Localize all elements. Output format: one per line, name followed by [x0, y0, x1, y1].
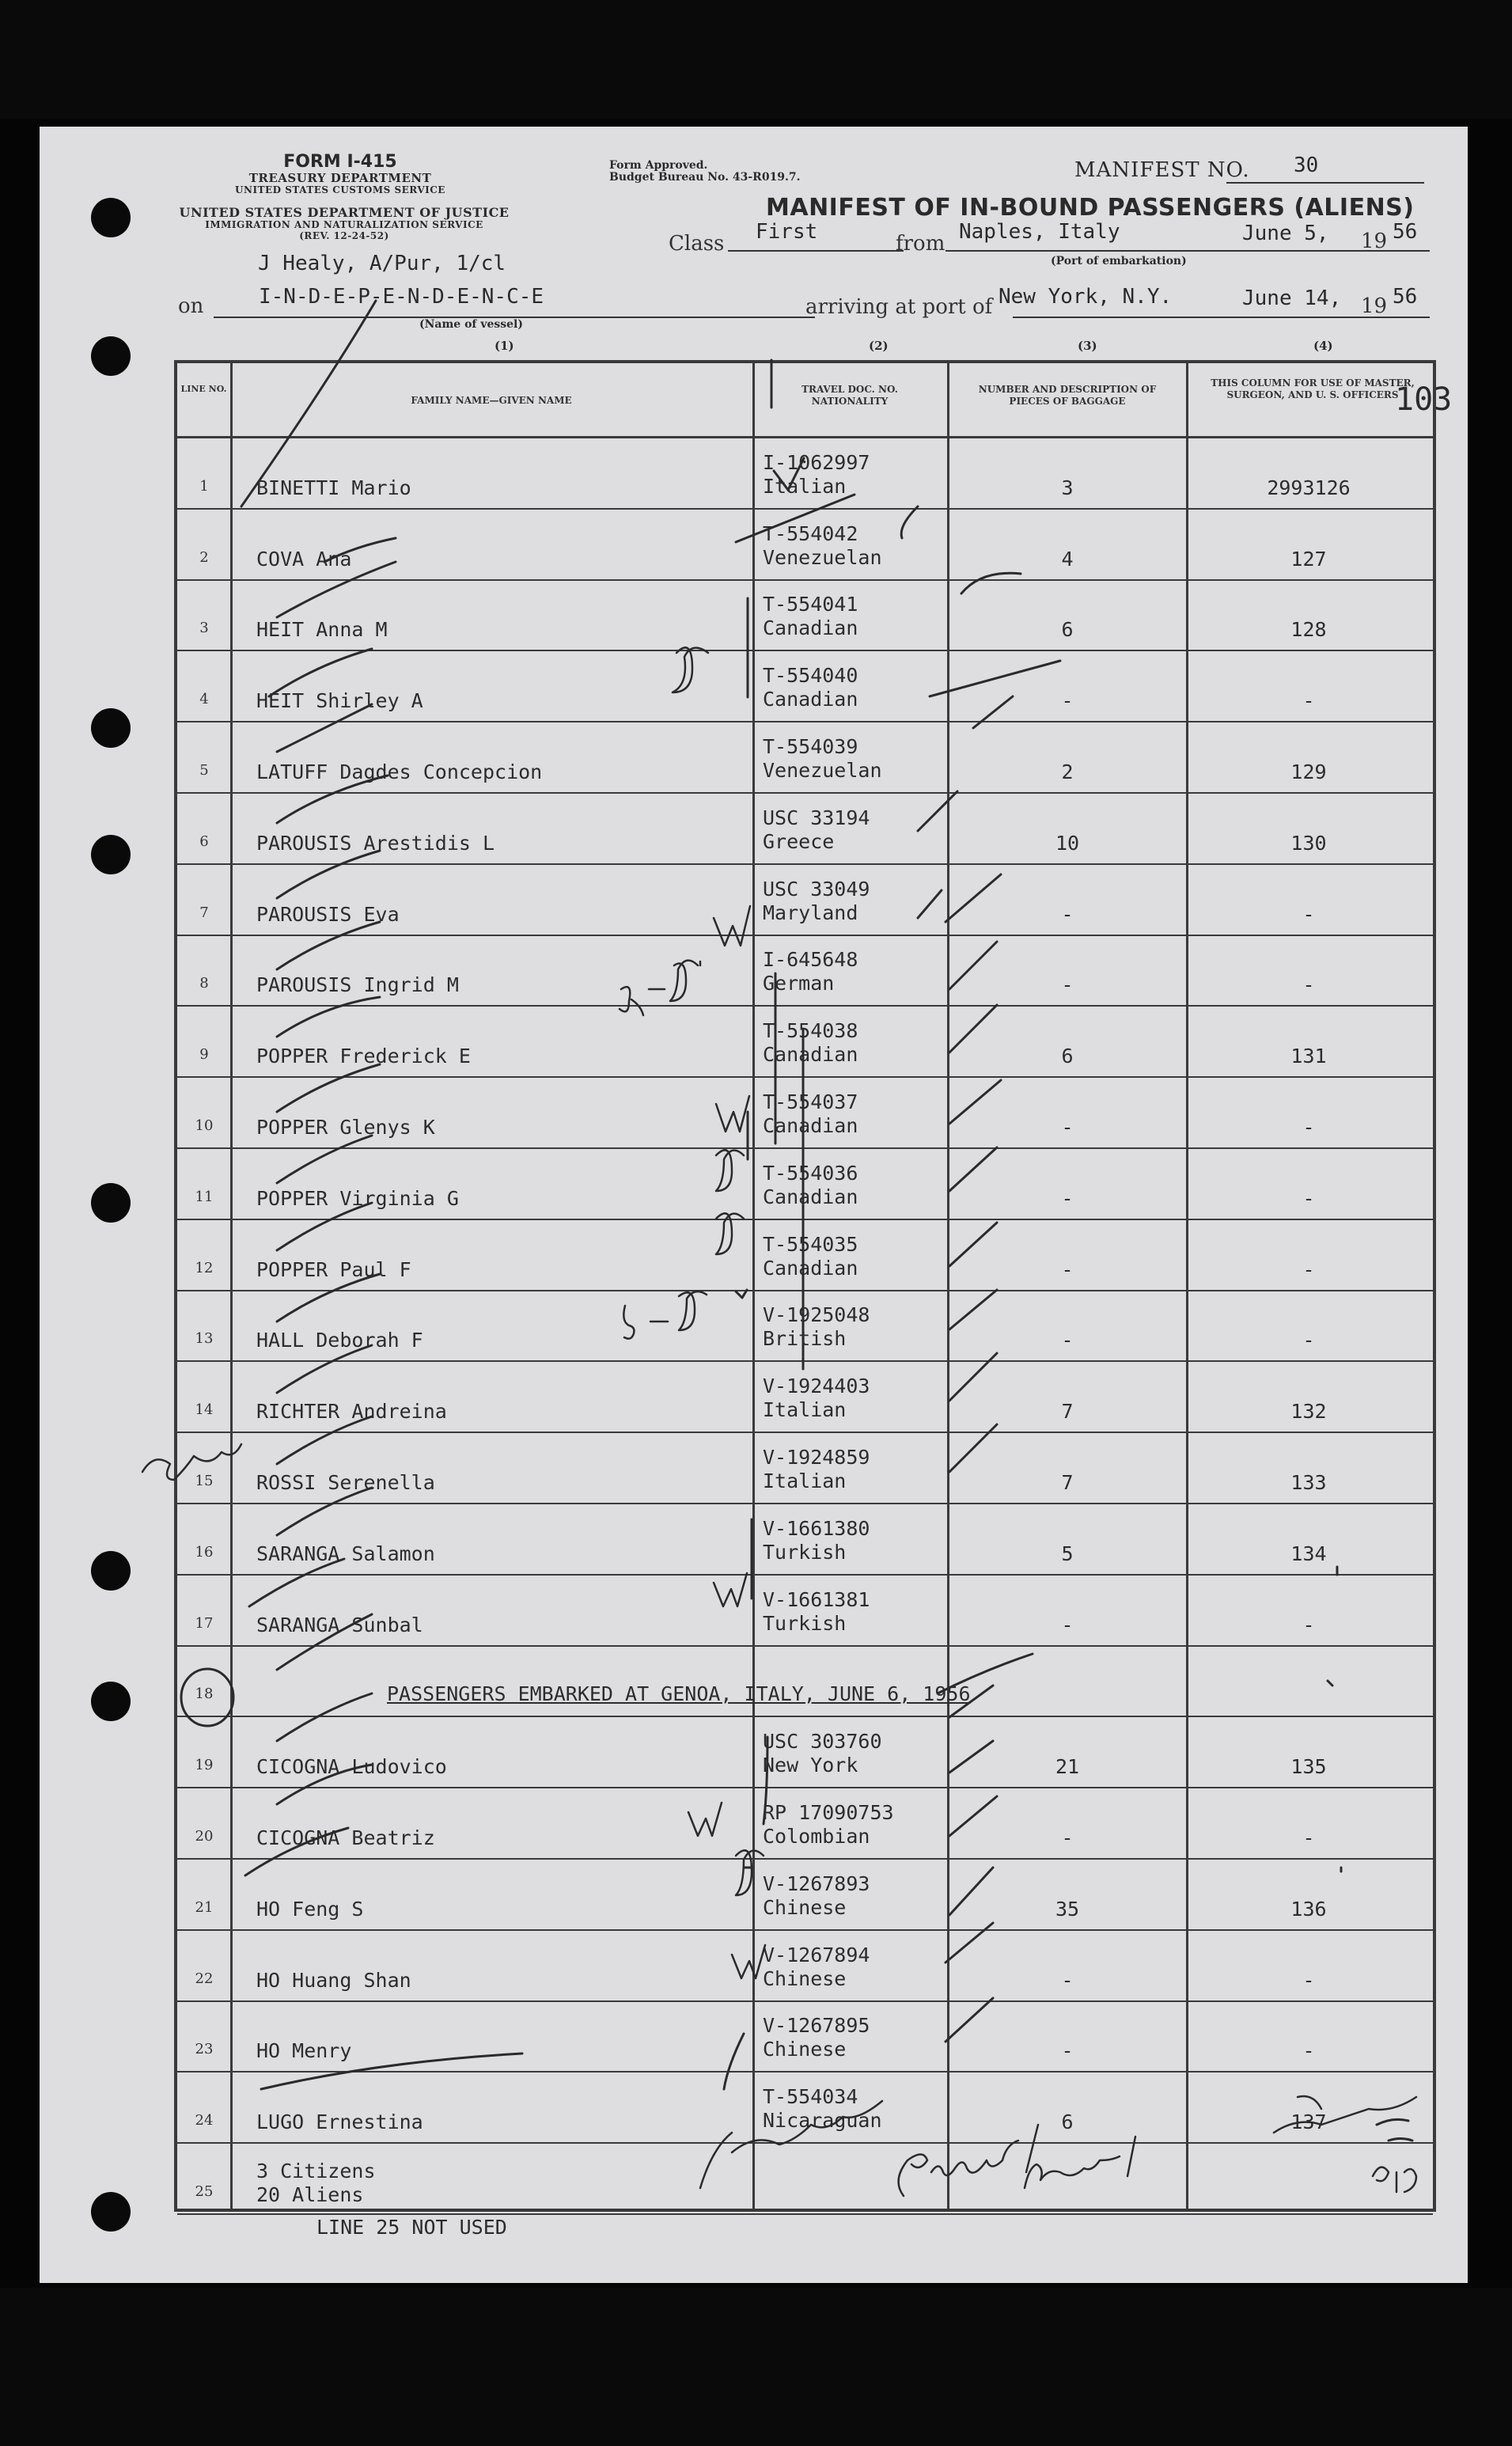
footer-note: LINE 25 NOT USED — [316, 2216, 507, 2239]
col-number: (2) — [869, 339, 889, 353]
handwritten-d — [716, 1150, 744, 1191]
handwritten-d — [673, 647, 708, 692]
line-number: 21 — [195, 1898, 214, 1916]
passenger-name: POPPER Virginia G — [256, 1186, 459, 1210]
passenger-name: HEIT Shirley A — [256, 689, 423, 713]
baggage-count: 10 — [1055, 831, 1080, 855]
port-embark-caption: (Port of embarkation) — [1051, 255, 1187, 267]
check-stroke — [949, 1868, 993, 1915]
on-label: on — [178, 294, 204, 318]
check-stroke — [949, 1005, 997, 1052]
line-number: 11 — [195, 1188, 214, 1205]
manifest-no-label: MANIFEST NO. — [1074, 158, 1250, 182]
nationality: Canadian — [763, 616, 858, 640]
scan-border-top — [0, 0, 1512, 119]
from-label: from — [896, 232, 945, 256]
passenger-name: HEIT Anna M — [256, 618, 388, 642]
travel-doc-no: V-1267894 — [763, 1943, 870, 1966]
nationality: Canadian — [763, 1113, 858, 1137]
travel-doc-no: USC 33194 — [763, 806, 870, 829]
form-number: FORM I-415 — [283, 152, 397, 172]
check-stroke — [949, 1686, 993, 1717]
officer-number: 133 — [1290, 1470, 1327, 1494]
nationality: Canadian — [763, 688, 858, 711]
officer-number: - — [1302, 1115, 1315, 1139]
col-header-baggage: NUMBER AND DESCRIPTION OF PIECES OF BAGGAGE — [978, 384, 1157, 407]
passenger-name: ROSSI Serenella — [256, 1470, 435, 1494]
travel-doc-no: V-1267895 — [763, 2014, 870, 2038]
officer-number: 128 — [1290, 618, 1327, 642]
line-number: 25 — [195, 2182, 214, 2200]
arrival-year: 56 — [1393, 285, 1418, 309]
travel-doc-no: V-1925048 — [763, 1303, 870, 1327]
line-number: 13 — [195, 1330, 214, 1348]
officer-number: 130 — [1290, 831, 1327, 855]
officer-number: - — [1302, 1329, 1315, 1352]
col-header-travel-doc: TRAVEL DOC. NO. NATIONALITY — [801, 384, 898, 407]
handwritten-w — [714, 906, 750, 946]
dept-line: TREASURY DEPARTMENT — [248, 171, 432, 185]
check-stroke — [736, 495, 855, 542]
handwritten-s — [623, 1306, 634, 1339]
col-number: (3) — [1078, 339, 1097, 353]
officer-number: - — [1302, 902, 1315, 926]
travel-doc-no: T-554041 — [763, 593, 858, 616]
line-number: 8 — [199, 975, 209, 992]
baggage-count: 5 — [1061, 1542, 1074, 1565]
officer-number: - — [1302, 2039, 1315, 2063]
baggage-count: - — [1061, 2039, 1074, 2063]
travel-doc-no: T-554036 — [763, 1161, 858, 1185]
vessel-name: I-N-D-E-P-E-N-D-E-N-C-E — [259, 285, 544, 309]
check-stroke — [241, 301, 376, 506]
baggage-count: 6 — [1061, 1045, 1074, 1068]
arriving-label: arriving at port of — [805, 295, 993, 319]
handwritten-marks — [40, 127, 1468, 2283]
baggage-count: - — [1061, 1613, 1074, 1636]
baggage-count: - — [1061, 1968, 1074, 1992]
nationality: Canadian — [763, 1185, 858, 1208]
justice-line: UNITED STATES DEPARTMENT OF JUSTICE — [179, 205, 510, 220]
nationality: Turkish — [763, 1611, 847, 1635]
from-value: Naples, Italy — [959, 220, 1120, 244]
handwritten-line-1 — [1025, 2137, 1135, 2188]
travel-doc-no: I-1062997 — [763, 450, 870, 474]
approval-line: Form Approved. — [609, 159, 708, 172]
handwritten-d — [679, 1291, 707, 1330]
check-stroke — [961, 573, 1021, 593]
nationality: British — [763, 1327, 847, 1351]
check-stroke — [949, 1741, 993, 1773]
check-stroke — [945, 1923, 993, 1962]
check-stroke — [949, 1223, 997, 1266]
nationality: Chinese — [763, 2038, 847, 2061]
col-header-name: FAMILY NAME—GIVEN NAME — [411, 395, 572, 406]
handwritten-w — [714, 1573, 747, 1606]
officer-number: - — [1302, 1257, 1315, 1281]
travel-doc-no: V-1267893 — [763, 1871, 870, 1895]
travel-doc-no: T-554038 — [763, 1019, 858, 1043]
check-stroke — [918, 791, 957, 831]
line-number: 2 — [199, 548, 209, 566]
nationality: German — [763, 972, 835, 995]
travel-doc-no: V-1661381 — [763, 1587, 870, 1611]
officer-number: - — [1302, 1826, 1315, 1849]
nationality: Canadian — [763, 1256, 858, 1280]
col-header-line: LINE NO. — [180, 384, 227, 394]
nationality: Venezuelan — [763, 758, 882, 782]
check-stroke — [945, 874, 1001, 922]
justice-line: (REV. 12-24-52) — [299, 230, 389, 242]
passenger-name: CICOGNA Ludovico — [256, 1755, 447, 1779]
officer-number: 134 — [1290, 1542, 1327, 1565]
nationality: Italian — [763, 1398, 847, 1422]
passenger-name: POPPER Glenys K — [256, 1115, 435, 1139]
vessel-caption: (Name of vessel) — [419, 318, 523, 331]
officer-number: 2993126 — [1267, 476, 1351, 499]
travel-doc-no: T-554034 — [763, 2085, 858, 2109]
handwritten-w — [732, 1945, 765, 1978]
handwritten-w — [688, 1803, 722, 1836]
col-number: (1) — [495, 339, 514, 353]
passenger-name: LATUFF Dagdes Concepcion — [256, 760, 543, 783]
manifest-sheet — [40, 127, 1468, 2283]
check-stroke — [949, 1290, 997, 1329]
nationality: Maryland — [763, 901, 858, 924]
baggage-count: - — [1061, 973, 1074, 997]
nationality: Canadian — [763, 1043, 858, 1067]
manifest-title: MANIFEST OF IN-BOUND PASSENGERS (ALIENS) — [766, 194, 1415, 222]
officer-number: - — [1302, 1613, 1315, 1636]
passenger-name: POPPER Frederick E — [256, 1045, 471, 1068]
approval-line: Budget Bureau No. 43-R019.7. — [609, 171, 801, 184]
passenger-name: PAROUSIS Arestidis L — [256, 831, 495, 855]
baggage-count: - — [1061, 1115, 1074, 1139]
line-number: 17 — [195, 1614, 214, 1632]
check-stroke — [949, 1080, 1001, 1124]
handwritten-scrawl — [700, 2101, 882, 2188]
total-citizens: 3 Citizens — [256, 2159, 376, 2182]
nationality: Chinese — [763, 1895, 847, 1919]
class-value: First — [756, 220, 818, 244]
baggage-count: - — [1061, 1257, 1074, 1281]
officer-number: 132 — [1290, 1400, 1327, 1424]
nationality: Chinese — [763, 1966, 847, 1990]
handwritten-91a — [1373, 2167, 1416, 2192]
handwritten-crossout — [1274, 2096, 1416, 2133]
line-number: 16 — [195, 1543, 214, 1561]
underline-stroke — [1377, 2119, 1408, 2125]
baggage-count: - — [1061, 902, 1074, 926]
handwritten-except — [899, 2125, 1038, 2196]
line-number: 7 — [199, 904, 209, 921]
travel-doc-no: T-554039 — [763, 734, 858, 758]
travel-doc-no: V-1661380 — [763, 1516, 870, 1540]
line-number: 15 — [195, 1472, 214, 1489]
handwritten-a — [620, 987, 643, 1015]
nationality: Colombian — [763, 1824, 870, 1848]
line-number: 14 — [195, 1401, 214, 1419]
arrival-date: June 14, — [1242, 286, 1342, 310]
check-stroke — [918, 890, 942, 918]
line-number: 10 — [195, 1117, 214, 1134]
passenger-name: RICHTER Andreina — [256, 1400, 447, 1424]
nationality: Turkish — [763, 1540, 847, 1564]
officer-number: - — [1302, 1186, 1315, 1210]
passenger-name: POPPER Paul F — [256, 1257, 411, 1281]
class-label: Class — [669, 232, 725, 256]
line-number: 20 — [195, 1827, 214, 1845]
line-number: 24 — [195, 2112, 214, 2129]
line-number: 4 — [199, 691, 209, 708]
baggage-count: 21 — [1055, 1755, 1080, 1779]
line-number: 23 — [195, 2041, 214, 2058]
line-18-circle — [181, 1669, 233, 1726]
nationality: Italian — [763, 474, 847, 498]
travel-doc-no: T-554040 — [763, 664, 858, 688]
baggage-count: - — [1061, 1329, 1074, 1352]
handwritten-margin-note — [142, 1444, 241, 1480]
check-stroke — [949, 1796, 997, 1836]
baggage-count: 3 — [1061, 476, 1074, 499]
section-heading: PASSENGERS EMBARKED AT GENOA, ITALY, JUNE 6, 1956 — [387, 1682, 971, 1706]
officer-number: - — [1302, 1968, 1315, 1992]
baggage-count: 2 — [1061, 760, 1074, 783]
officer-number: 127 — [1290, 547, 1327, 571]
passenger-name: BINETTI Mario — [256, 476, 411, 499]
nationality: New York — [763, 1754, 858, 1777]
passenger-name: HO Huang Shan — [256, 1968, 411, 1992]
baggage-count: - — [1061, 1186, 1074, 1210]
line-number: 9 — [199, 1046, 209, 1064]
travel-doc-no: T-554042 — [763, 521, 858, 545]
justice-line: IMMIGRATION AND NATURALIZATION SERVICE — [205, 219, 483, 231]
passenger-name: HALL Deborah F — [256, 1329, 423, 1352]
check-stroke — [949, 1353, 997, 1401]
col-header-officers: THIS COLUMN FOR USE OF MASTER, SURGEON, AND U. S. OFFICERS — [1211, 377, 1415, 400]
nationality: Venezuelan — [763, 545, 882, 569]
check-stroke — [945, 1998, 993, 2042]
handwritten-w — [716, 1096, 749, 1132]
passenger-name: SARANGA Salamon — [256, 1542, 435, 1565]
travel-doc-no: V-1924403 — [763, 1375, 870, 1398]
baggage-count: - — [1061, 689, 1074, 713]
travel-doc-no: T-554035 — [763, 1232, 858, 1256]
check-stroke — [930, 661, 1060, 696]
baggage-count: 4 — [1061, 547, 1074, 571]
embark-date: June 5, — [1242, 222, 1329, 245]
line-number: 1 — [199, 477, 209, 495]
passenger-name: PAROUSIS Eva — [256, 902, 400, 926]
passenger-name: HO Feng S — [256, 1897, 364, 1921]
line-number: 3 — [199, 620, 209, 637]
stamp-number: 103 — [1395, 381, 1453, 418]
officer-number: 129 — [1290, 760, 1327, 783]
check-stroke — [938, 1654, 1033, 1693]
nationality: Nicaraguan — [763, 2109, 882, 2133]
scan-border-bottom — [0, 2288, 1512, 2446]
handwritten-d — [736, 1850, 764, 1895]
baggage-count: 35 — [1055, 1897, 1080, 1921]
check-stroke — [949, 1424, 997, 1472]
officer-number: - — [1302, 973, 1315, 997]
baggage-count: 7 — [1061, 1470, 1074, 1494]
arrival-year-prefix: 19 — [1361, 294, 1388, 318]
officer-number: 136 — [1290, 1897, 1327, 1921]
officer-name: J Healy, A/Pur, 1/cl — [258, 252, 506, 275]
travel-doc-no: USC 303760 — [763, 1730, 882, 1754]
baggage-count: 6 — [1061, 618, 1074, 642]
handwritten-d — [716, 1213, 744, 1254]
officer-number: 131 — [1290, 1045, 1327, 1068]
check-stroke — [949, 1147, 997, 1191]
line-number: 18 — [195, 1686, 214, 1703]
embark-year: 56 — [1393, 220, 1418, 244]
travel-doc-no: RP 17090753 — [763, 1800, 894, 1824]
line-number: 5 — [199, 761, 209, 779]
manifest-no-value: 30 — [1294, 154, 1319, 177]
total-aliens: 20 Aliens — [256, 2182, 364, 2206]
officer-number: 135 — [1290, 1755, 1327, 1779]
passenger-name: HO Menry — [256, 2039, 352, 2063]
officer-number: 137 — [1290, 2110, 1327, 2134]
travel-doc-no: USC 33049 — [763, 877, 870, 901]
passenger-name: CICOGNA Beatriz — [256, 1826, 435, 1849]
line-number: 22 — [195, 1970, 214, 1987]
line-number: 12 — [195, 1259, 214, 1276]
col-number: (4) — [1313, 339, 1333, 353]
travel-doc-no: V-1924859 — [763, 1445, 870, 1469]
passenger-name: SARANGA Sunbal — [256, 1613, 423, 1636]
passenger-name: PAROUSIS Ingrid M — [256, 973, 459, 997]
baggage-count: 7 — [1061, 1400, 1074, 1424]
handwritten-d — [670, 961, 698, 1001]
baggage-count: 6 — [1061, 2110, 1074, 2134]
baggage-count: - — [1061, 1826, 1074, 1849]
line-number: 19 — [195, 1757, 214, 1774]
check-mark-icon — [774, 458, 804, 490]
travel-doc-no: I-645648 — [763, 948, 858, 972]
arrival-port: New York, N.Y. — [999, 285, 1173, 309]
passenger-name: LUGO Ernestina — [256, 2110, 423, 2134]
passenger-name: COVA Ana — [256, 547, 352, 571]
travel-doc-no: T-554037 — [763, 1090, 858, 1113]
embark-year-prefix: 19 — [1361, 229, 1388, 253]
check-stroke — [949, 942, 997, 989]
dept-line: UNITED STATES CUSTOMS SERVICE — [235, 184, 445, 196]
line-number: 6 — [199, 832, 209, 850]
nationality: Greece — [763, 829, 835, 853]
officer-number: - — [1302, 689, 1315, 713]
nationality: Italian — [763, 1469, 847, 1492]
check-stroke — [973, 696, 1013, 728]
